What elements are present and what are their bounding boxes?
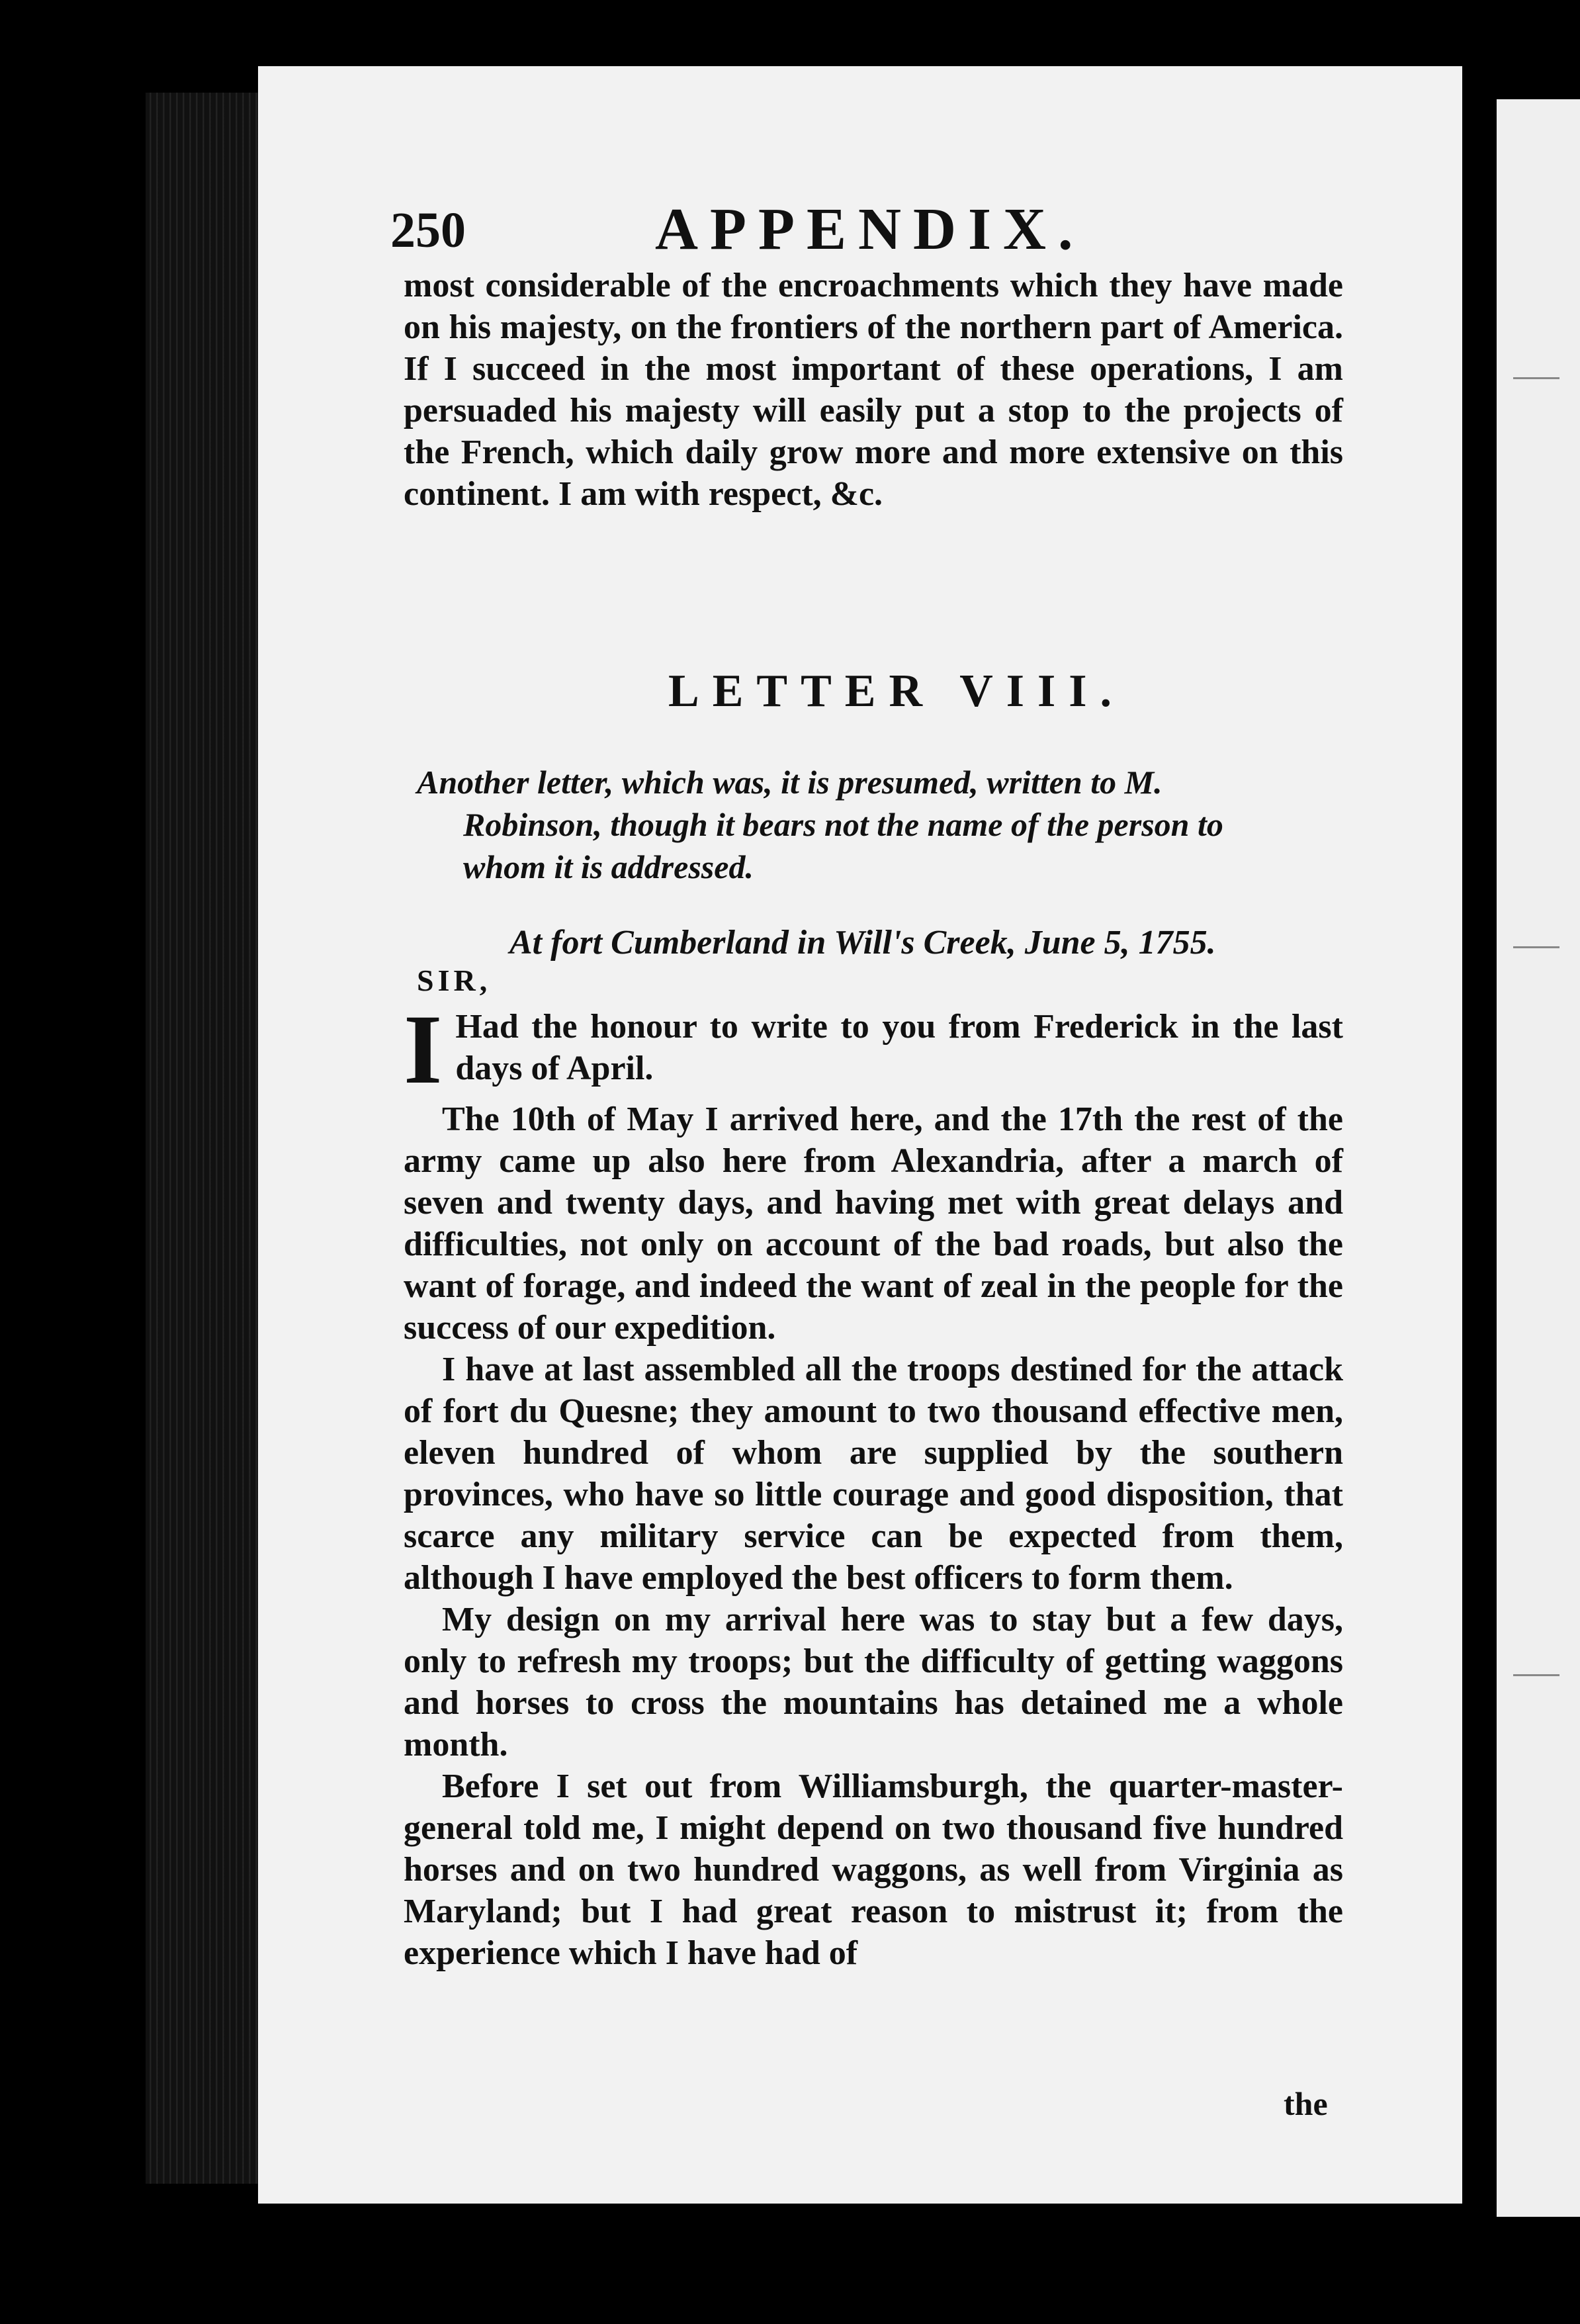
bleed-mark [1513, 377, 1559, 379]
bleed-mark [1513, 946, 1559, 948]
bleed-mark [1513, 1674, 1559, 1676]
catchword: the [1284, 2085, 1328, 2122]
facing-page-edge [1497, 99, 1580, 2217]
letter-summary [417, 761, 1343, 888]
dateline: At fort Cumberland in Will's Creek, June 5, 1755. [509, 924, 1216, 961]
book-page-edges [146, 93, 258, 2184]
first-paragraph-block [404, 995, 1343, 1104]
book-page [258, 66, 1462, 2204]
page-number: 250 [390, 202, 466, 258]
page-header [390, 195, 1396, 268]
paragraph: I have at last assembled all the troops destined for the attack of fort du Quesne; they amount to two thousand effective men, eleven hundred of whom are supplied by the southern provinces, who have so little courage and good disposition, that scarce any military service can be expected from them, although I have employed the best officers to form them. [404, 1351, 1343, 1597]
opening-paragraph: most considerable of the encroachments which they have made on his majesty, on the frontiers of the northern part of America. If I succeed in the most important of these operations, I am persuaded his majesty will easily put a stop to the projects of the French, which daily grow more and more extensive on this continent. I am with respect, &c. [404, 267, 1343, 513]
paragraph: Before I set out from Williamsburgh, the quarter-master-general told me, I might depend on two thousand five hundred horses and on two hundred waggons, as well from Virginia as Maryland; but I had great reason to mistrust it; from the experience which I have had of [404, 1767, 1343, 1972]
first-paragraph: Had the honour to write to you from Frederick in the last days of April. [455, 1008, 1343, 1087]
opening-text-block [404, 265, 1343, 515]
salutation: SIR, [417, 963, 492, 997]
running-title: APPENDIX. [655, 197, 1085, 262]
drop-cap: I [404, 995, 443, 1104]
summary-line-1: Another letter, which was, it is presumed, written to M. [417, 764, 1163, 801]
letter-title: LETTER VIII. [668, 666, 1125, 717]
paragraph: My design on my arrival here was to stay but a few days, only to refresh my troops; but the difficulty of getting waggons and horses to cross the mountains has detained me a whole month. [404, 1601, 1343, 1764]
paragraph: The 10th of May I arrived here, and the 17th the rest of the army came up also here from Alexandria, after a march of seven and twenty days, and having met with great delays and difficulties, not only on account of the bad roads, but also the want of forage, and indeed the want of zeal in the people for the success of our expedition. [404, 1100, 1343, 1347]
summary-line-3: whom it is addressed. [463, 848, 754, 885]
summary-line-2: Robinson, though it bears not the name of the person to [463, 806, 1223, 843]
letter-body [404, 1098, 1343, 1974]
